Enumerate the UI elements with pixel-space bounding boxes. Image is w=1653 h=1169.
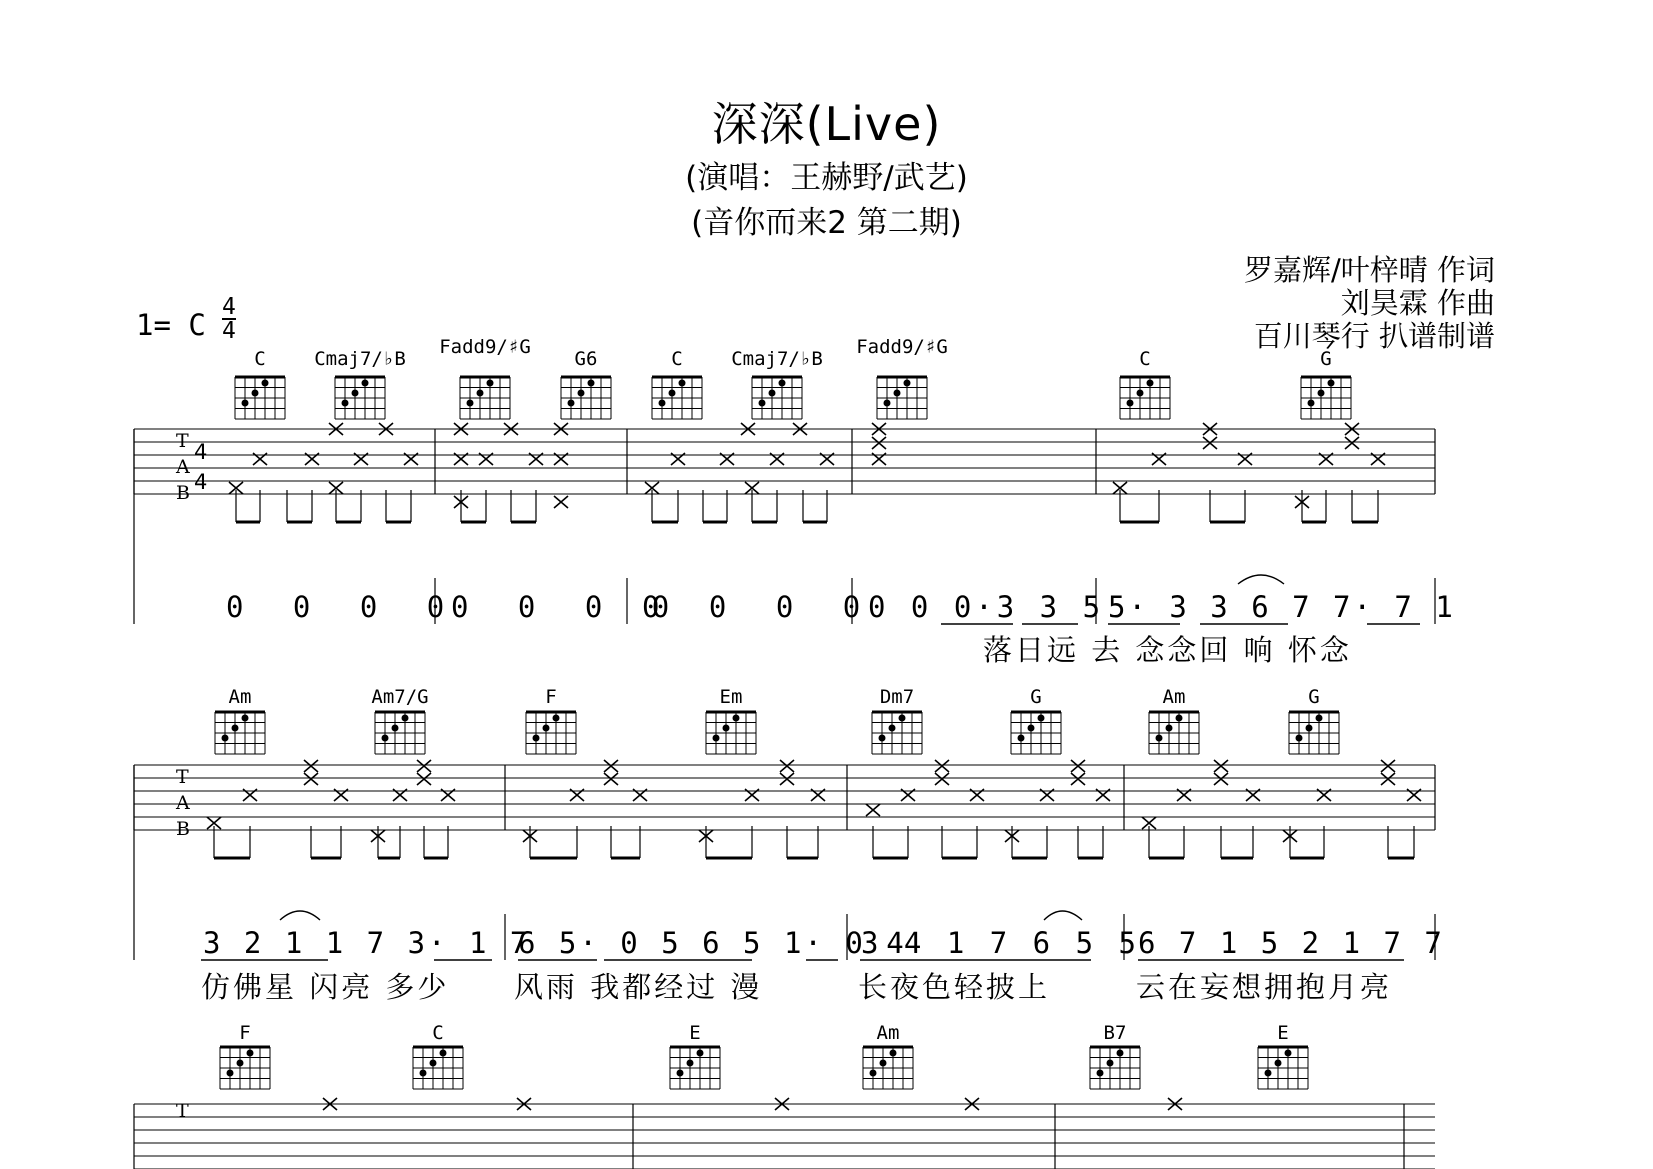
jianpu-measure: 6 7 1 5 2 1 7 7 xyxy=(1138,926,1445,960)
tab-stroke-mark xyxy=(780,760,794,772)
jianpu-measure: 3 2 1 1 7 3· 1 7 xyxy=(203,926,531,960)
tab-stroke-mark xyxy=(1071,760,1085,772)
time-signature-bottom: 4 xyxy=(222,318,236,344)
subtitle-show: (音你而来2 第二期) xyxy=(691,205,962,241)
credit-lyricist: 罗嘉辉/叶梓晴 作词 xyxy=(1244,253,1495,287)
chord-diagram-dot xyxy=(1038,715,1045,722)
chord-diagram-dot xyxy=(227,1070,234,1077)
chord-name: G xyxy=(1320,348,1332,370)
tab-letter-b: B xyxy=(176,482,190,504)
subtitle-singer: (演唱：王赫野/武艺) xyxy=(685,160,968,196)
jianpu-measure: 6 5· 0 5 6 5 1· 0 4 xyxy=(518,926,907,960)
credit-composer: 刘昊霖 作曲 xyxy=(1340,286,1495,320)
chord-diagram-dot xyxy=(759,400,766,407)
key-signature: 1= C xyxy=(136,308,206,342)
chord-diagram-dot xyxy=(1316,715,1323,722)
chord-diagram-dot xyxy=(232,725,239,732)
chord-name: Am xyxy=(228,686,252,708)
chord-name: Fadd9/♯G xyxy=(856,336,948,358)
chord-diagram-dot xyxy=(733,715,740,722)
jianpu-tie xyxy=(1238,575,1284,584)
chord-diagram-dot xyxy=(889,725,896,732)
chord-diagram-dot xyxy=(769,390,776,397)
lyric-line: 落日远 去 念念回 响 怀念 xyxy=(983,633,1352,667)
tab-stroke-mark xyxy=(554,496,568,508)
jianpu-measure: 0 0 0 0 xyxy=(226,590,461,624)
chord-diagram-dot xyxy=(1166,725,1173,732)
chord-name: C xyxy=(671,348,683,370)
chord-name: Cmaj7/♭B xyxy=(314,348,406,370)
chord-diagram-dot xyxy=(1127,400,1134,407)
chord-diagram-dot xyxy=(687,1060,694,1067)
chord-name: Em xyxy=(719,686,743,708)
chord-name: F xyxy=(545,686,557,708)
chord-diagram-dot xyxy=(342,400,349,407)
chord-diagram-dot xyxy=(477,390,484,397)
tab-stroke-mark xyxy=(304,760,318,772)
chord-name: C xyxy=(254,348,266,370)
jianpu-measure: 3 4 1 7 6 5 5 xyxy=(861,926,1140,960)
chord-diagram-dot xyxy=(723,725,730,732)
chord-diagram-dot xyxy=(669,390,676,397)
chord-diagram-dot xyxy=(487,380,494,387)
jianpu-measure: 0 0 0·3 3 5 xyxy=(868,590,1105,624)
chord-diagram-dot xyxy=(222,735,229,742)
chord-diagram-dot xyxy=(879,735,886,742)
chord-diagram-dot xyxy=(1296,735,1303,742)
chord-name: Dm7 xyxy=(879,686,915,708)
chord-diagram-dot xyxy=(659,400,666,407)
chord-diagram-dot xyxy=(1117,1050,1124,1057)
chord-diagram-dot xyxy=(543,725,550,732)
chord-name: Fadd9/♯G xyxy=(439,336,531,358)
chord-diagram-dot xyxy=(1318,390,1325,397)
tab-stroke-mark xyxy=(780,773,794,785)
chord-name: E xyxy=(689,1022,701,1044)
chord-diagram-dot xyxy=(402,715,409,722)
tab-time-bottom: 4 xyxy=(194,470,208,494)
tab-stroke-mark xyxy=(304,773,318,785)
tab-stroke-mark xyxy=(1214,760,1228,772)
chord-diagram-dot xyxy=(578,390,585,397)
chord-name: G6 xyxy=(574,348,598,370)
jianpu-tie xyxy=(280,911,320,920)
chord-diagram-dot xyxy=(382,735,389,742)
chord-diagram-dot xyxy=(1156,735,1163,742)
tab-stroke-mark xyxy=(935,760,949,772)
tab-stroke-mark xyxy=(935,773,949,785)
chord-diagram-dot xyxy=(568,400,575,407)
chord-diagram-dot xyxy=(1107,1060,1114,1067)
chord-diagram-dot xyxy=(237,1060,244,1067)
tab-stroke-mark xyxy=(866,804,880,816)
tab-stroke-mark xyxy=(1345,437,1359,449)
chord-name: Am7/G xyxy=(371,686,429,708)
chord-diagram-dot xyxy=(880,1060,887,1067)
chord-diagram-dot xyxy=(1097,1070,1104,1077)
tab-letter-a: A xyxy=(176,456,190,478)
tab-time-top: 4 xyxy=(194,440,208,464)
chord-diagram-dot xyxy=(533,735,540,742)
chord-name: F xyxy=(239,1022,251,1044)
chord-diagram-dot xyxy=(870,1070,877,1077)
chord-diagram-dot xyxy=(779,380,786,387)
jianpu-measure: 0 0 0 0 xyxy=(451,590,686,624)
chord-diagram-dot xyxy=(884,400,891,407)
chord-diagram-dot xyxy=(430,1060,437,1067)
chord-diagram-dot xyxy=(467,400,474,407)
tab-letter-t: T xyxy=(176,430,189,452)
lyric-line: 风雨 我都经过 漫 xyxy=(514,970,763,1004)
chord-diagram-dot xyxy=(252,390,259,397)
tab-stroke-mark xyxy=(872,437,886,449)
time-signature-top: 4 xyxy=(222,294,236,320)
tab-stroke-mark xyxy=(1203,437,1217,449)
chord-diagram-dot xyxy=(392,725,399,732)
chord-name: C xyxy=(432,1022,444,1044)
tab-letter-a: A xyxy=(176,792,190,814)
page-title: 深深(Live) xyxy=(711,97,942,151)
chord-diagram-dot xyxy=(242,400,249,407)
chord-name: E xyxy=(1277,1022,1289,1044)
jianpu-measure: 5· 3 3 6 7 7· 7 1 xyxy=(1108,590,1456,624)
chord-name: G xyxy=(1308,686,1320,708)
chord-diagram-dot xyxy=(890,1050,897,1057)
tab-stroke-mark xyxy=(604,773,618,785)
chord-name: Am xyxy=(876,1022,900,1044)
tab-stroke-mark xyxy=(604,760,618,772)
chord-name: C xyxy=(1139,348,1151,370)
chord-diagram-dot xyxy=(362,380,369,387)
tab-stroke-mark xyxy=(1071,773,1085,785)
lyric-line: 长夜色轻披上 xyxy=(858,970,1051,1004)
chord-diagram-dot xyxy=(894,390,901,397)
chord-diagram-dot xyxy=(588,380,595,387)
jianpu-measure: 0 0 0 0 xyxy=(642,590,877,624)
chord-diagram-dot xyxy=(679,380,686,387)
tab-letter-b: B xyxy=(176,818,190,840)
chord-name: B7 xyxy=(1103,1022,1127,1044)
chord-diagram-dot xyxy=(1018,735,1025,742)
chord-diagram-dot xyxy=(697,1050,704,1057)
chord-diagram-dot xyxy=(420,1070,427,1077)
chord-diagram-dot xyxy=(1028,725,1035,732)
credit-transcriber: 百川琴行 扒谱制谱 xyxy=(1253,319,1495,353)
chord-diagram-dot xyxy=(1308,400,1315,407)
chord-name: Cmaj7/♭B xyxy=(731,348,823,370)
chord-diagram-dot xyxy=(713,735,720,742)
tab-stroke-mark xyxy=(417,773,431,785)
chord-diagram-dot xyxy=(904,380,911,387)
tab-stroke-mark xyxy=(1381,760,1395,772)
lyric-line: 仿佛星 闪亮 多少 xyxy=(201,970,450,1004)
tab-stroke-mark xyxy=(417,760,431,772)
tab-letter-t: T xyxy=(176,1100,189,1122)
chord-diagram-dot xyxy=(262,380,269,387)
jianpu-tie xyxy=(1044,911,1082,920)
chord-diagram-dot xyxy=(899,715,906,722)
tab-stroke-mark xyxy=(1214,773,1228,785)
chord-diagram-dot xyxy=(1176,715,1183,722)
chord-diagram-dot xyxy=(1137,390,1144,397)
lyric-line: 云在妄想拥抱月亮 xyxy=(1136,970,1393,1004)
chord-diagram-dot xyxy=(553,715,560,722)
tab-letter-t: T xyxy=(176,766,189,788)
chord-diagram-dot xyxy=(352,390,359,397)
chord-diagram-dot xyxy=(1275,1060,1282,1067)
chord-diagram-dot xyxy=(1328,380,1335,387)
chord-diagram-dot xyxy=(1285,1050,1292,1057)
chord-diagram-dot xyxy=(1306,725,1313,732)
chord-diagram-dot xyxy=(440,1050,447,1057)
chord-diagram-dot xyxy=(247,1050,254,1057)
chord-diagram-dot xyxy=(677,1070,684,1077)
chord-name: Am xyxy=(1162,686,1186,708)
tab-stroke-mark xyxy=(1381,773,1395,785)
chord-diagram-dot xyxy=(1265,1070,1272,1077)
chord-diagram-dot xyxy=(1147,380,1154,387)
chord-diagram-dot xyxy=(242,715,249,722)
chord-name: G xyxy=(1030,686,1042,708)
